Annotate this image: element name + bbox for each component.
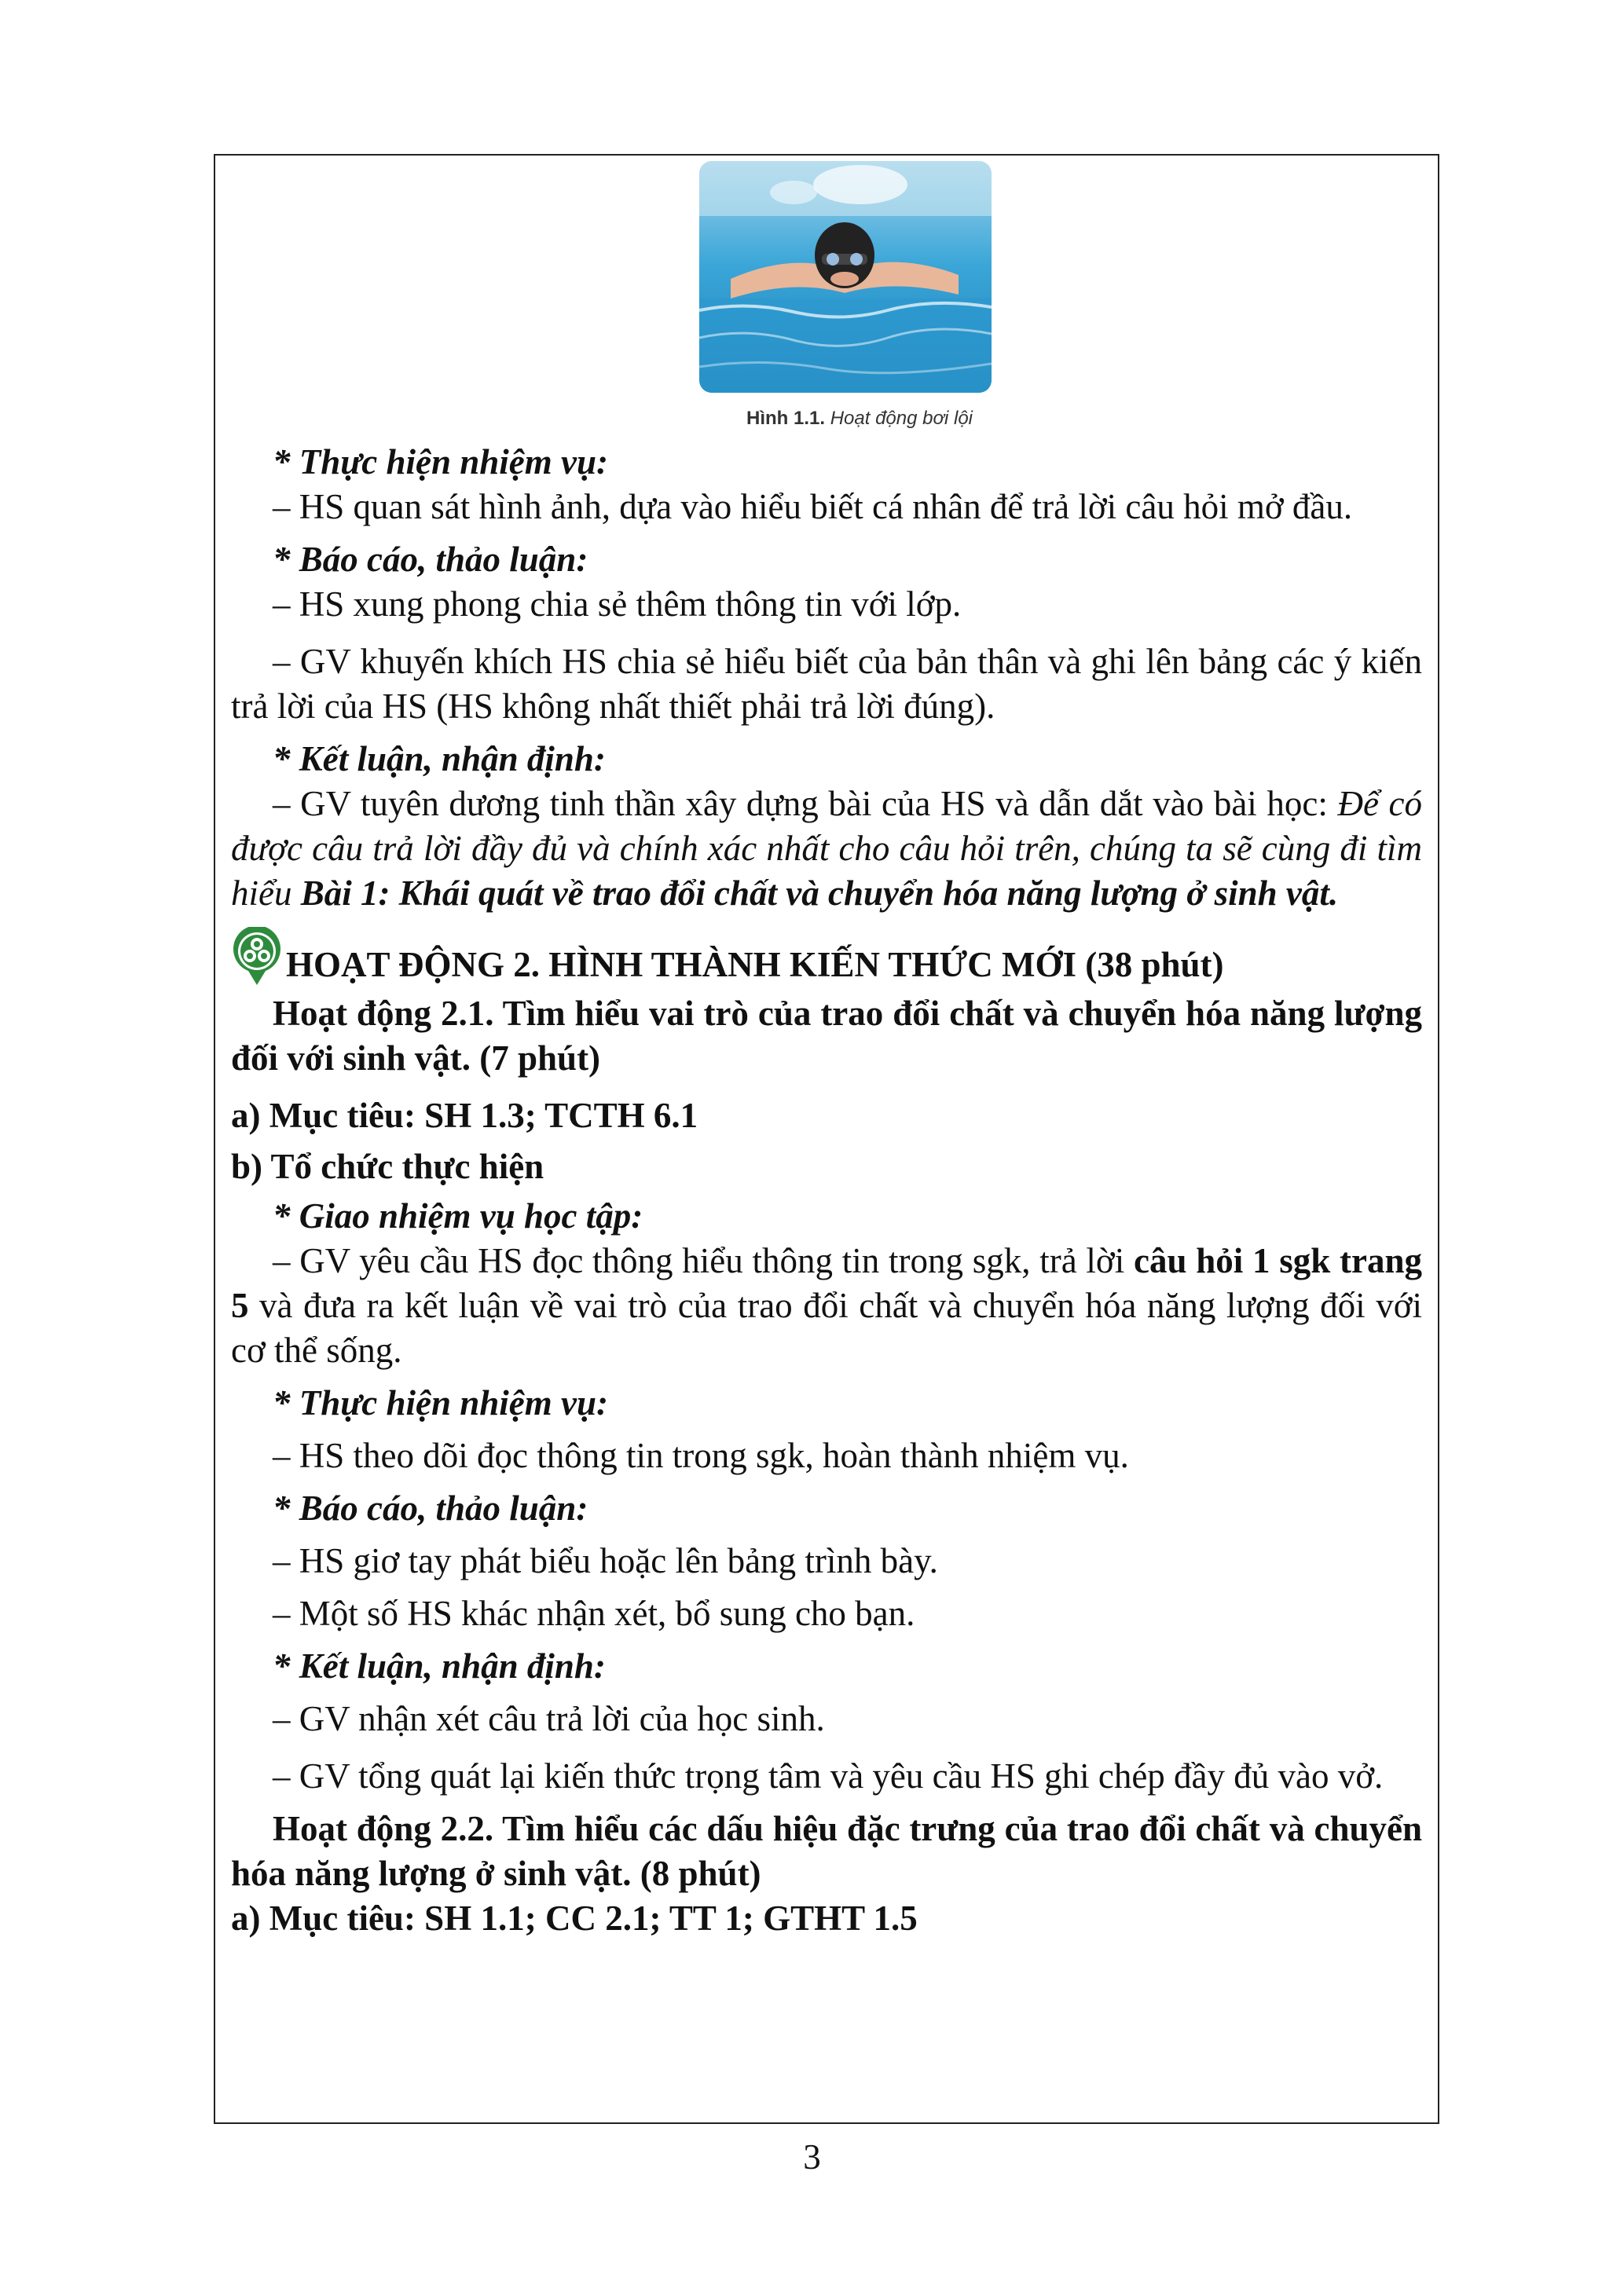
paragraph: – HS xung phong chia sẻ thêm thông tin với lớp. xyxy=(273,584,962,624)
paragraph: – HS quan sát hình ảnh, dựa vào hiểu biết cá nhân để trả lời câu hỏi mở đầu. xyxy=(273,487,1353,526)
paragraph: – GV nhận xét câu trả lời của học sinh. xyxy=(273,1699,825,1738)
lesson-title: Bài 1: Khái quát về trao đổi chất và chuyển hóa năng lượng ở sinh vật. xyxy=(300,873,1339,913)
activity-icon xyxy=(229,927,284,988)
figure-label: Hình 1.1. xyxy=(746,408,826,429)
section-heading: * Kết luận, nhận định: xyxy=(273,739,606,778)
section-heading: * Kết luận, nhận định: xyxy=(273,1646,606,1686)
paragraph: – GV khuyến khích HS chia sẻ hiểu biết của bản thân và ghi lên bảng các ý kiến trả lời của HS (HS không nhất thiết phải trả lời đúng). xyxy=(231,642,1422,726)
subactivity-title: Hoạt động 2.2. Tìm hiểu các dấu hiệu đặc trưng của trao đổi chất và chuyển hóa năng lượng ở sinh vật. (8 phút) xyxy=(231,1809,1422,1893)
italic-run: Để có được câu trả lời đầy đủ và chính xác nhất cho câu hỏi trên, chúng ta sẽ cùng đi tìm hiểu xyxy=(231,784,1422,913)
text-run: – GV yêu cầu HS đọc thông hiểu thông tin trong sgk, trả lời xyxy=(273,1241,1134,1280)
paragraph xyxy=(231,1239,1422,1373)
activity-heading: HOẠT ĐỘNG 2. HÌNH THÀNH KIẾN THỨC MỚI (38 phút) xyxy=(286,945,1224,984)
text-run: – GV tuyên dương tinh thần xây dựng bài của HS và dẫn dắt vào bài học: xyxy=(273,784,1338,823)
subactivity-title: Hoạt động 2.1. Tìm hiểu vai trò của trao đổi chất và chuyển hóa năng lượng đối với sinh vật. (7 phút) xyxy=(231,994,1422,1078)
swimming-photo xyxy=(699,161,992,393)
paragraph xyxy=(231,782,1422,916)
paragraph: – GV tổng quát lại kiến thức trọng tâm và yêu cầu HS ghi chép đầy đủ vào vở. xyxy=(273,1756,1384,1796)
section-heading: * Báo cáo, thảo luận: xyxy=(273,540,588,579)
document-body xyxy=(231,440,1422,1941)
organization-line: b) Tổ chức thực hiện xyxy=(231,1147,544,1186)
bold-run: câu hỏi 1 sgk trang 5 xyxy=(231,1241,1422,1325)
page-number: 3 xyxy=(803,2137,821,2177)
figure xyxy=(699,161,998,436)
paragraph: – HS giơ tay phát biểu hoặc lên bảng trình bày. xyxy=(273,1541,938,1580)
paragraph: – HS theo dõi đọc thông tin trong sgk, hoàn thành nhiệm vụ. xyxy=(273,1436,1129,1475)
text-run: và đưa ra kết luận về vai trò của trao đổi chất và chuyển hóa năng lượng đối với cơ thể sống. xyxy=(231,1286,1422,1370)
section-heading: * Báo cáo, thảo luận: xyxy=(273,1489,588,1528)
goal-line: a) Mục tiêu: SH 1.1; CC 2.1; TT 1; GTHT 1.5 xyxy=(231,1899,918,1938)
figure-caption-text: Hoạt động bơi lội xyxy=(830,408,973,429)
section-heading: * Thực hiện nhiệm vụ: xyxy=(273,442,608,482)
section-heading: * Giao nhiệm vụ học tập: xyxy=(273,1196,643,1236)
section-heading: * Thực hiện nhiệm vụ: xyxy=(273,1383,608,1423)
figure-caption xyxy=(746,408,998,430)
goal-line: a) Mục tiêu: SH 1.3; TCTH 6.1 xyxy=(231,1096,698,1135)
activity-heading-row xyxy=(231,927,1422,988)
paragraph: – Một số HS khác nhận xét, bổ sung cho bạn. xyxy=(273,1594,915,1633)
